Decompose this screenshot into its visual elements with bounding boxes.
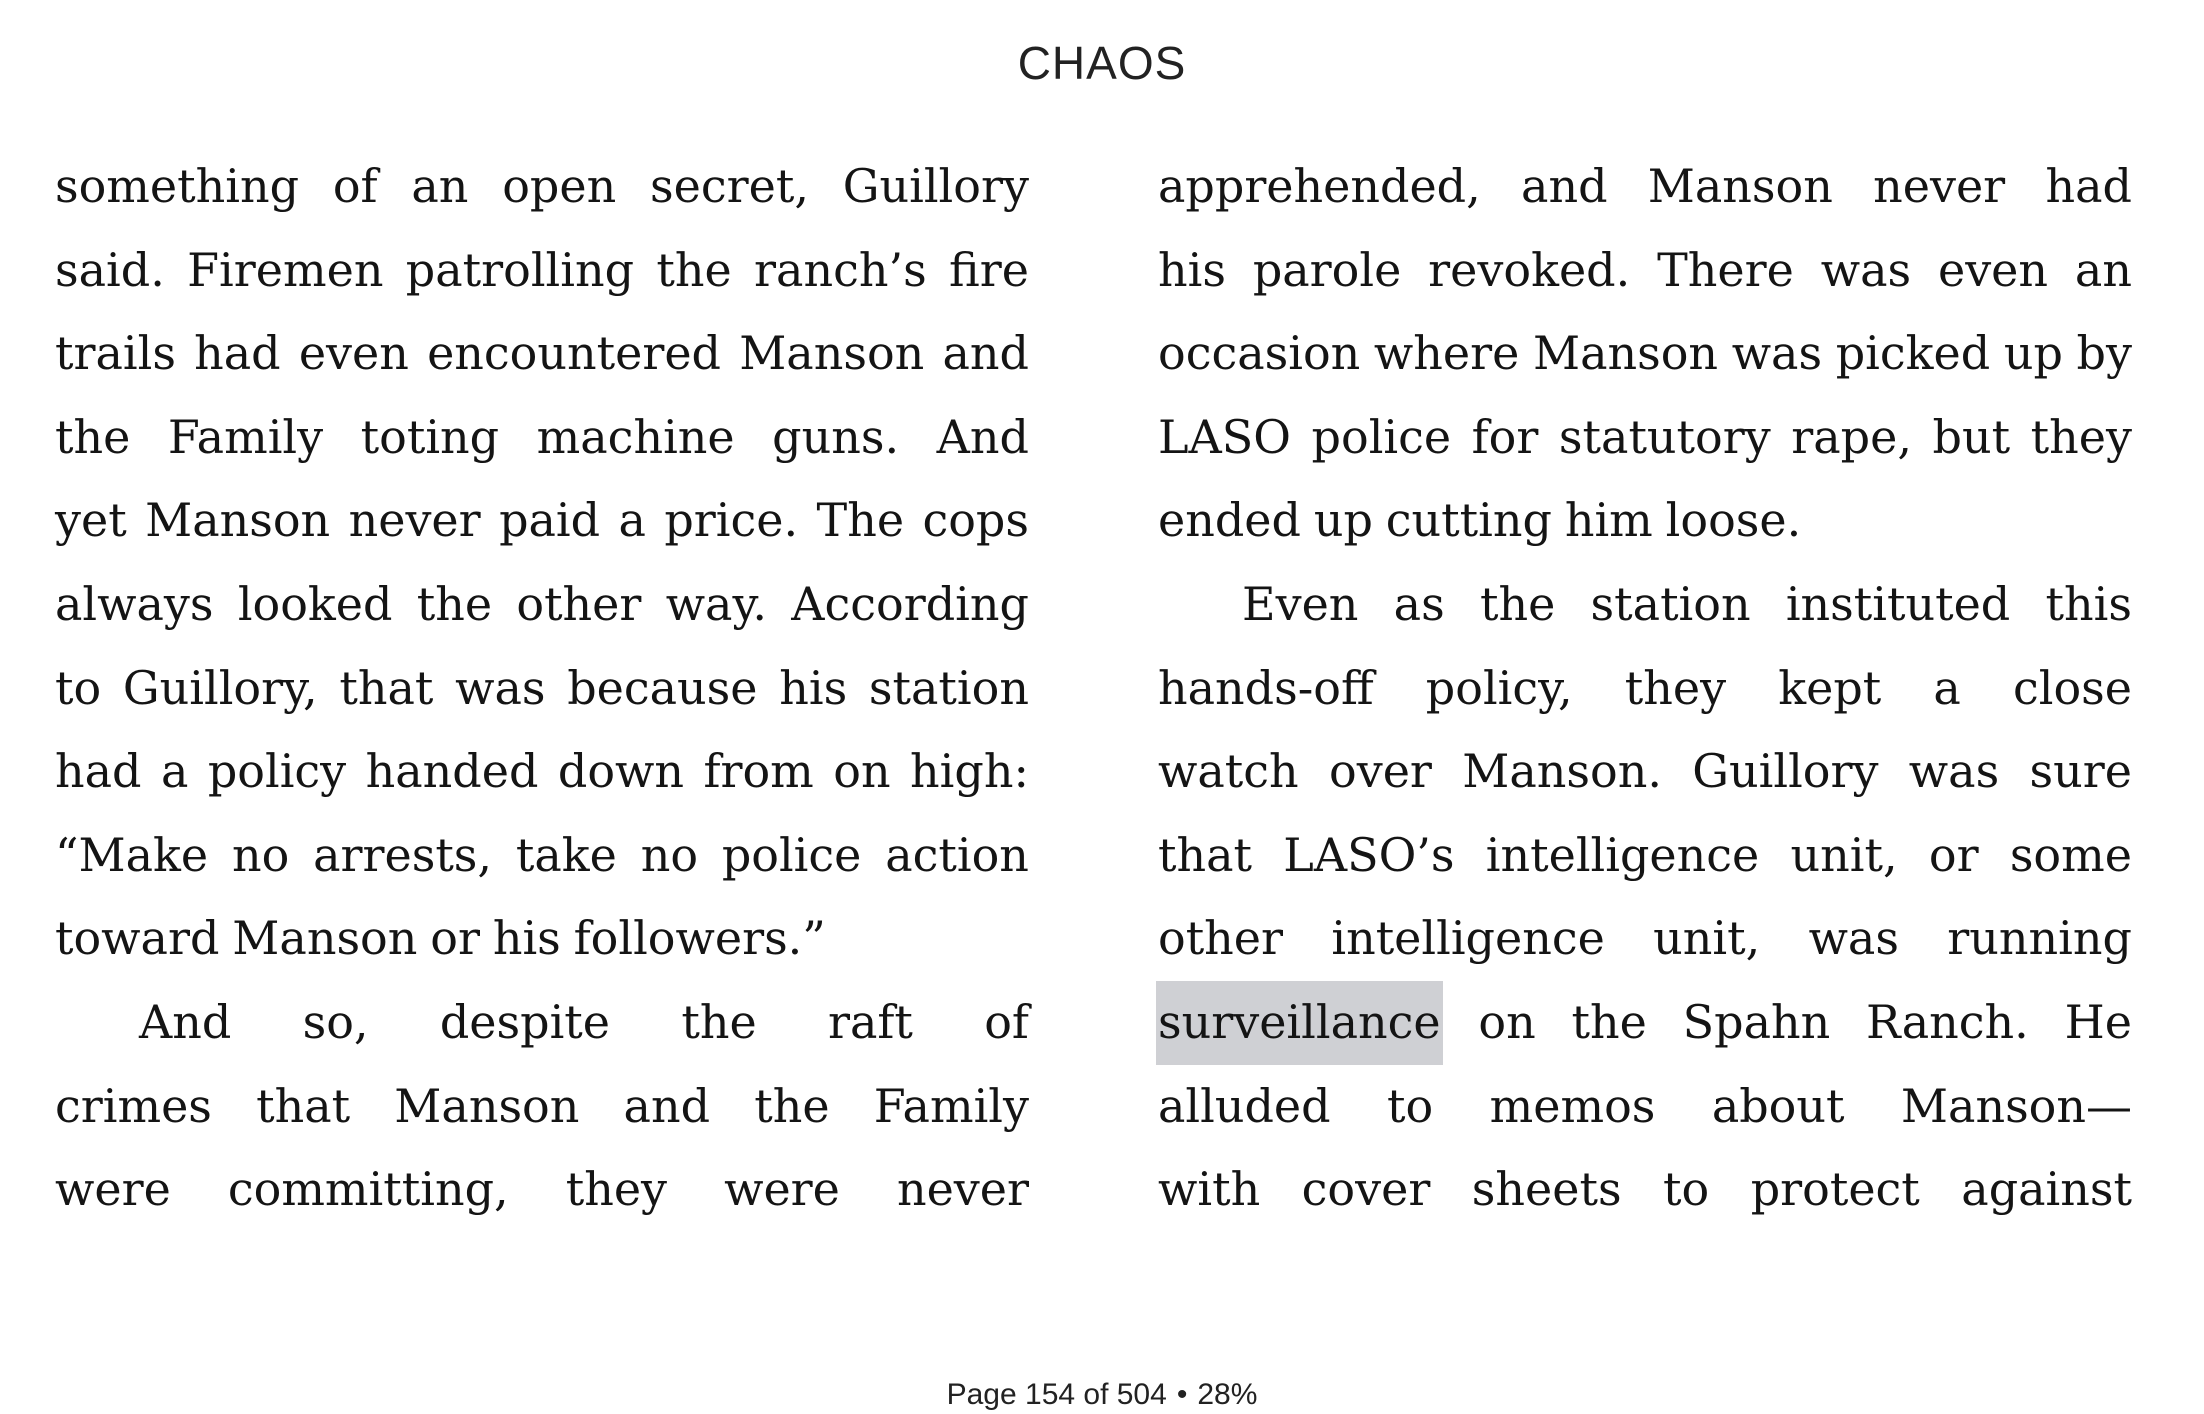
text-line xyxy=(1158,647,2132,731)
word[interactable]: up xyxy=(1313,493,1373,548)
word[interactable]: yet xyxy=(55,493,127,548)
text-line xyxy=(1158,312,2132,396)
page-number-text: Page 154 of 504 xyxy=(946,1378,1167,1411)
right-page-column[interactable] xyxy=(1158,145,2132,1232)
word[interactable]: something xyxy=(55,159,300,213)
word[interactable]: station xyxy=(868,660,1029,715)
word[interactable]: sure xyxy=(2029,744,2132,799)
word[interactable]: intelligence xyxy=(1485,827,1760,882)
word[interactable]: loose. xyxy=(1665,493,1802,548)
word[interactable]: toward xyxy=(55,911,220,966)
word[interactable]: Even xyxy=(1242,576,1359,631)
text-line xyxy=(55,730,1029,814)
text-line xyxy=(55,1065,1029,1149)
word[interactable]: high: xyxy=(910,744,1029,799)
word[interactable]: ranch’s xyxy=(754,242,927,297)
word[interactable]: Manson— xyxy=(1900,1078,2132,1133)
word[interactable]: Spahn xyxy=(1682,994,1831,1049)
word[interactable]: revoked. xyxy=(1428,242,1631,297)
word[interactable]: of xyxy=(332,159,378,213)
word[interactable]: against xyxy=(1961,1162,2132,1217)
word[interactable]: close xyxy=(2012,660,2132,715)
word[interactable]: the xyxy=(55,409,131,464)
word[interactable]: no xyxy=(231,827,290,882)
word[interactable]: despite xyxy=(439,994,611,1049)
word[interactable]: toting xyxy=(360,409,500,464)
word[interactable]: He xyxy=(2064,994,2132,1049)
word[interactable]: Guillory xyxy=(1692,744,1879,799)
word[interactable]: by xyxy=(2076,326,2132,381)
word[interactable]: rape, xyxy=(1791,409,1912,464)
word[interactable]: guns. xyxy=(772,409,900,464)
word[interactable]: that xyxy=(1158,827,1253,882)
text-line xyxy=(55,981,1029,1065)
text-line xyxy=(55,396,1029,480)
word[interactable]: was xyxy=(1731,326,1823,381)
word[interactable]: way. xyxy=(665,576,767,631)
word[interactable]: with xyxy=(1158,1162,1261,1217)
word[interactable]: the xyxy=(754,1078,830,1133)
word[interactable]: “Make xyxy=(55,827,209,882)
text-line xyxy=(1158,396,2132,480)
word[interactable]: were xyxy=(724,1162,840,1217)
word[interactable]: open xyxy=(502,159,617,213)
word[interactable]: this xyxy=(2045,576,2132,631)
word[interactable]: never xyxy=(896,1162,1029,1217)
word[interactable]: to xyxy=(1387,1078,1434,1133)
word[interactable]: cops xyxy=(922,493,1029,548)
word[interactable]: his xyxy=(492,911,561,966)
page-progress-footer xyxy=(0,1380,2204,1410)
book-title: CHAOS xyxy=(1017,37,1187,89)
word[interactable]: never xyxy=(1873,159,2006,213)
word[interactable]: parole xyxy=(1252,242,1402,297)
word[interactable]: him xyxy=(1564,493,1653,548)
word[interactable]: to xyxy=(55,660,102,715)
word[interactable]: machine xyxy=(536,409,735,464)
word[interactable]: as xyxy=(1393,576,1445,631)
text-line xyxy=(55,145,1029,229)
word[interactable]: from xyxy=(703,744,814,799)
word[interactable]: the xyxy=(1479,576,1556,631)
word[interactable]: patrolling xyxy=(405,242,635,297)
text-line xyxy=(1158,981,2132,1065)
word[interactable]: or xyxy=(1928,827,1979,882)
word[interactable]: on xyxy=(833,744,891,799)
word[interactable]: cover xyxy=(1301,1162,1431,1217)
word[interactable]: up xyxy=(2003,326,2063,381)
word[interactable]: secret, xyxy=(650,159,809,213)
word[interactable]: the xyxy=(656,242,732,297)
word[interactable]: was xyxy=(1820,242,1912,297)
word[interactable]: said. xyxy=(55,242,165,297)
word[interactable]: police xyxy=(721,827,862,882)
word[interactable]: instituted xyxy=(1785,576,2011,631)
word[interactable]: because xyxy=(567,660,758,715)
word[interactable]: to xyxy=(1663,1162,1710,1217)
text-line xyxy=(55,229,1029,313)
word[interactable]: committing, xyxy=(227,1162,509,1217)
text-line xyxy=(1158,229,2132,313)
word[interactable]: intelligence xyxy=(1331,911,1605,966)
word[interactable]: trails xyxy=(55,326,176,381)
word[interactable]: were xyxy=(55,1162,171,1217)
word[interactable]: but xyxy=(1932,409,2011,464)
word[interactable]: the xyxy=(681,994,757,1049)
word[interactable]: and xyxy=(623,1078,711,1133)
word[interactable]: handed xyxy=(365,744,539,799)
word[interactable]: or xyxy=(430,911,480,966)
word[interactable]: Manson. xyxy=(1462,744,1662,799)
word[interactable]: the xyxy=(416,576,493,631)
text-line xyxy=(55,479,1029,563)
word[interactable]: never xyxy=(348,493,481,548)
word[interactable]: followers.” xyxy=(573,911,826,966)
word[interactable]: unit, xyxy=(1653,911,1761,966)
word[interactable]: ended xyxy=(1158,493,1301,548)
word[interactable]: other xyxy=(1158,911,1284,966)
word[interactable]: According xyxy=(791,576,1029,631)
word[interactable]: that xyxy=(256,1078,351,1133)
word[interactable]: where xyxy=(1373,326,1520,381)
text-line xyxy=(1158,479,2132,563)
word[interactable]: watch xyxy=(1158,744,1299,799)
word[interactable]: down xyxy=(557,744,685,799)
word[interactable]: alluded xyxy=(1158,1078,1331,1133)
word[interactable]: Family xyxy=(873,1078,1029,1133)
text-line xyxy=(1158,563,2132,647)
word[interactable]: had xyxy=(55,744,142,799)
word[interactable]: and xyxy=(1521,159,1608,213)
word[interactable]: Family xyxy=(167,409,324,464)
word[interactable]: a xyxy=(1933,660,1961,715)
word[interactable]: no xyxy=(640,827,699,882)
word[interactable]: on xyxy=(1478,994,1536,1049)
progress-percent: 28% xyxy=(1197,1378,1258,1411)
word[interactable]: occasion xyxy=(1158,326,1361,381)
word[interactable]: for xyxy=(1471,409,1539,464)
word[interactable]: crimes xyxy=(55,1078,212,1133)
text-line xyxy=(1158,730,2132,814)
word[interactable]: policy, xyxy=(1425,660,1573,715)
word[interactable]: an xyxy=(411,159,469,213)
word[interactable]: And xyxy=(936,409,1029,464)
word[interactable]: was xyxy=(455,660,546,715)
word[interactable]: raft xyxy=(827,994,913,1049)
text-line xyxy=(55,897,1029,981)
word[interactable]: apprehended, xyxy=(1158,159,1481,213)
word[interactable]: take xyxy=(515,827,617,882)
word[interactable]: even xyxy=(298,326,409,381)
word[interactable]: running xyxy=(1947,911,2132,966)
word[interactable]: was xyxy=(1808,911,1899,966)
word[interactable]: they xyxy=(565,1162,668,1217)
word[interactable]: a xyxy=(618,493,646,548)
separator-dot: • xyxy=(1176,1378,1188,1411)
word[interactable]: kept xyxy=(1778,660,1882,715)
word[interactable]: of xyxy=(984,994,1029,1049)
word[interactable]: other xyxy=(516,576,642,631)
word[interactable]: And xyxy=(139,994,232,1049)
word[interactable]: LASO xyxy=(1158,409,1291,464)
word[interactable]: over xyxy=(1329,744,1432,799)
word[interactable]: had xyxy=(194,326,281,381)
text-line xyxy=(55,814,1029,898)
word[interactable]: The xyxy=(816,493,905,548)
word[interactable]: action xyxy=(885,827,1029,882)
word[interactable]: hands-off xyxy=(1158,660,1374,715)
word[interactable]: police xyxy=(1311,409,1452,464)
word[interactable]: Firemen xyxy=(187,242,384,297)
word[interactable]: Manson xyxy=(145,493,331,548)
word[interactable]: his xyxy=(779,660,848,715)
text-line xyxy=(55,647,1029,731)
word[interactable]: they xyxy=(1624,660,1727,715)
word[interactable]: station xyxy=(1590,576,1751,631)
word[interactable]: always xyxy=(55,576,214,631)
word[interactable]: an xyxy=(2074,242,2132,297)
text-line xyxy=(1158,1148,2132,1232)
word[interactable]: was xyxy=(1908,744,2000,799)
word[interactable]: they xyxy=(2030,409,2132,464)
word[interactable]: Manson xyxy=(232,911,418,966)
word[interactable]: looked xyxy=(237,576,393,631)
text-line xyxy=(1158,814,2132,898)
word[interactable]: unit, xyxy=(1790,827,1898,882)
word[interactable]: so, xyxy=(302,994,369,1049)
word[interactable]: Ranch. xyxy=(1866,994,2029,1049)
left-page-column[interactable] xyxy=(55,145,1029,1232)
word[interactable]: protect xyxy=(1750,1162,1920,1217)
word[interactable]: and xyxy=(942,326,1029,381)
word[interactable]: Manson xyxy=(1532,326,1719,381)
text-line xyxy=(55,563,1029,647)
word[interactable]: Guillory xyxy=(842,159,1029,213)
word[interactable]: policy xyxy=(207,744,347,799)
word[interactable]: statutory xyxy=(1558,409,1771,464)
word[interactable]: even xyxy=(1937,242,2049,297)
highlighted-word[interactable]: surveillance xyxy=(1156,981,1443,1065)
text-line xyxy=(55,312,1029,396)
word[interactable]: that xyxy=(339,660,434,715)
word[interactable]: sheets xyxy=(1471,1162,1622,1217)
word[interactable]: Manson xyxy=(394,1078,580,1133)
word[interactable]: picked xyxy=(1835,326,1991,381)
word[interactable]: fire xyxy=(949,242,1029,297)
word[interactable]: memos xyxy=(1489,1078,1656,1133)
text-line xyxy=(1158,1065,2132,1149)
word[interactable]: Guillory, xyxy=(122,660,318,715)
word[interactable]: LASO’s xyxy=(1283,827,1455,882)
word[interactable]: Manson xyxy=(739,326,925,381)
word[interactable]: the xyxy=(1571,994,1647,1049)
word[interactable]: arrests, xyxy=(313,827,493,882)
word[interactable]: a xyxy=(160,744,189,799)
text-line xyxy=(55,1148,1029,1232)
word[interactable]: had xyxy=(2045,159,2132,213)
word[interactable]: about xyxy=(1711,1078,1845,1133)
word[interactable]: price. xyxy=(664,493,799,548)
word[interactable]: There xyxy=(1657,242,1794,297)
word[interactable]: paid xyxy=(499,493,601,548)
word[interactable]: some xyxy=(2009,827,2132,882)
word[interactable]: his xyxy=(1158,242,1226,297)
text-line xyxy=(1158,145,2132,229)
word[interactable]: cutting xyxy=(1385,493,1552,548)
word[interactable]: Manson xyxy=(1647,159,1833,213)
word[interactable]: encountered xyxy=(427,326,721,381)
text-line xyxy=(1158,897,2132,981)
